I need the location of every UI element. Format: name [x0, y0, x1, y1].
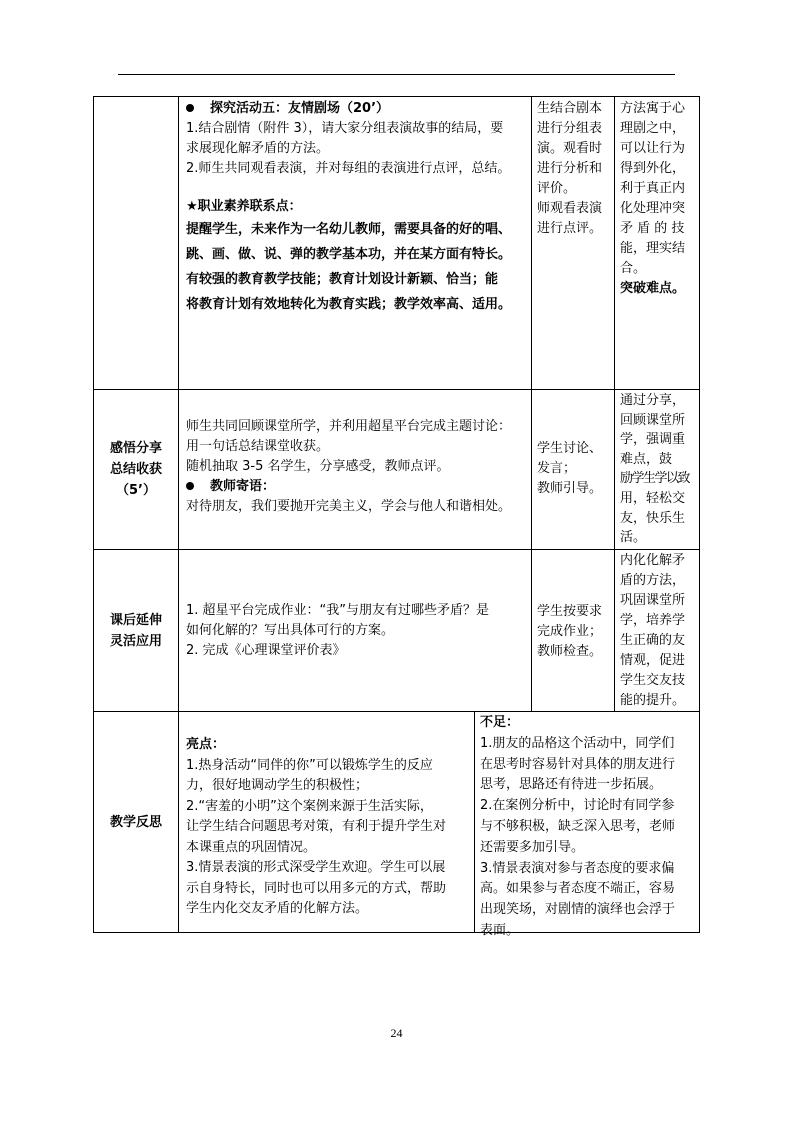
career-line: 跳、画、做、说、弹的教学基本功，并在某方面有特长。 — [186, 247, 512, 262]
highlight-line: 学生内化交友矛盾的化解方法。 — [186, 901, 369, 916]
highlight-line: 1.热身活动“同伴的你”可以锻炼学生的反应 — [186, 757, 433, 773]
teacher-message-title: 教师寄语： — [186, 477, 530, 497]
student-line: 进行分组表 — [537, 121, 603, 136]
student-line: 演。观看时 — [537, 141, 603, 156]
activity-five-title: 探究活动五：友情剧场（20’） — [186, 99, 530, 119]
content-line: 随机抽取 3-5 名学生，分享感受，教师点评。 — [186, 459, 450, 474]
activity-five-cell — [186, 99, 530, 317]
bullet-icon — [186, 482, 194, 490]
content-line: 用一句话总结课堂收获。 — [186, 439, 330, 454]
summary-stage-label: 感悟分享 总结收获 （5’） — [109, 441, 162, 498]
student-activity-cell — [537, 602, 613, 662]
shortcoming-line: 2.在案例分析中，讨论时有同学参 — [480, 798, 675, 814]
student-line: 学生按要求 — [537, 604, 603, 619]
summary-content-cell — [186, 417, 530, 517]
highlight-line: 2.“害羞的小明”这个案例来源于生活实际， — [186, 798, 433, 814]
highlights-cell — [186, 735, 472, 920]
intent-line: 活。 — [620, 530, 647, 546]
career-link-title: ★职业素养联系点： — [186, 199, 302, 214]
intent-line: 方法寓于心 — [620, 101, 686, 116]
intent-line: 矛 盾 的 技 — [620, 221, 685, 236]
header-rule — [118, 74, 675, 75]
highlights-title: 亮点： — [186, 737, 226, 752]
student-line: 教师检查。 — [537, 644, 603, 659]
intent-line: 友，快乐生 — [620, 510, 686, 526]
student-line: 进行分析和 — [537, 161, 603, 176]
highlight-line: 让学生结合问题思考对策，有利于提升学生对 — [186, 819, 447, 834]
extension-stage-label: 课后延伸 灵活应用 — [109, 612, 162, 649]
content-line: 2. 完成《心理课堂评价表》 — [186, 643, 346, 658]
intent-line: 回顾课堂所 — [620, 412, 686, 428]
shortcoming-line: 还需要多加引导。 — [480, 839, 585, 855]
career-line: 将教育计划有效地转化为教育实践；教学效率高、适用。 — [186, 297, 512, 312]
intent-line: 生正确的友 — [620, 633, 686, 648]
student-line: 发言； — [537, 461, 577, 476]
content-line: 1. 超星平台完成作业：“我”与朋友有过哪些矛盾？是 — [186, 603, 490, 618]
shortcoming-line: 3.情景表演对参与者态度的要求偏 — [480, 860, 675, 876]
student-line: 生结合剧本 — [537, 101, 603, 116]
student-line: 师观看表演 — [537, 201, 603, 216]
shortcomings-cell — [480, 713, 698, 942]
intent-line: 巩固课堂所 — [620, 593, 686, 608]
intent-line: 学生交友技 — [620, 673, 686, 688]
shortcoming-line: 与不够积极，缺乏深入思考，老师 — [480, 818, 676, 834]
intent-line: 学，强调重 — [620, 432, 686, 448]
intent-line: 得到外化， — [620, 161, 686, 176]
page-number: 24 — [390, 1026, 403, 1040]
intent-line: 利于真正内 — [620, 181, 686, 196]
career-line: 有较强的教育教学技能；教育计划设计新颖、恰当；能 — [186, 272, 499, 287]
intent-line: 通过分享， — [620, 393, 686, 408]
shortcoming-line: 思考，思路还有待进一步拓展。 — [480, 777, 663, 793]
intent-line: 合。 — [620, 261, 647, 276]
intent-line: 难点，鼓 — [620, 451, 673, 467]
shortcoming-line: 表面。 — [480, 922, 520, 938]
shortcoming-line: 出现笑场，对剧情的演绎也会浮于 — [480, 902, 676, 918]
content-line: 求展现化解矛盾的方法。 — [186, 141, 330, 156]
shortcoming-line: 高。如果参与者态度不端正，容易 — [480, 881, 676, 897]
content-line: 2.师生共同观看表演，并对每组的表演进行点评，总结。 — [186, 161, 511, 176]
highlight-line: 3.情景表演的形式深受学生欢迎。学生可以展 — [186, 860, 446, 875]
intent-line: 盾的方法， — [620, 573, 686, 588]
shortcoming-line: 1.朋友的品格这个活动中，同学们 — [480, 735, 675, 751]
student-line: 完成作业； — [537, 624, 603, 639]
shortcomings-title: 不足： — [480, 715, 520, 730]
student-line: 教师引导。 — [537, 481, 603, 496]
intent-emphasis: 突破难点。 — [620, 281, 686, 296]
highlight-line: 力，很好地调动学生的积极性； — [186, 778, 369, 793]
design-intent-cell — [620, 551, 698, 711]
intent-line: 情观，促进 — [620, 653, 686, 668]
bullet-icon — [186, 104, 194, 112]
student-line: 评价。 — [537, 181, 577, 196]
student-line: 进行点评。 — [537, 221, 603, 236]
intent-line: 能，理实结 — [620, 241, 686, 256]
design-intent-cell — [620, 99, 698, 299]
intent-line: 可以让行为 — [620, 141, 686, 156]
content-line: 1.结合剧情（附件 3），请大家分组表演故事的结局，要 — [186, 121, 504, 136]
student-activity-cell — [537, 439, 613, 499]
intent-line: 能的提升。 — [620, 693, 686, 708]
highlight-line: 本课重点的巩固情况。 — [186, 839, 317, 855]
intent-line: 学，培养学 — [620, 613, 686, 628]
career-line: 提醒学生，未来作为一名幼儿教师，需要具备的好的唱、 — [186, 222, 512, 237]
homework-content-cell — [186, 601, 530, 661]
highlight-line: 示自身特长，同时也可以用多元的方式，帮助 — [186, 880, 447, 896]
intent-line: 内化化解矛 — [620, 553, 686, 568]
intent-line: 用，轻松交 — [620, 490, 686, 506]
student-line: 学生讨论、 — [537, 441, 603, 456]
content-line: 如何化解的？写出具体可行的方案。 — [186, 623, 395, 638]
intent-line: 励学生学以致 — [620, 471, 690, 487]
intent-line: 化处理冲突 — [620, 201, 686, 216]
teacher-message-text: 对待朋友，我们要抛开完美主义，学会与他人和谐相处。 — [186, 499, 512, 514]
shortcoming-line: 在思考时容易针对具体的朋友进行 — [480, 756, 676, 772]
design-intent-cell — [620, 391, 698, 548]
content-line: 师生共同回顾课堂所学，并利用超星平台完成主题讨论： — [186, 419, 512, 434]
student-activity-cell — [537, 99, 613, 239]
intent-line: 理剧之中， — [620, 121, 686, 136]
reflection-stage-label: 教学反思 — [109, 814, 162, 830]
